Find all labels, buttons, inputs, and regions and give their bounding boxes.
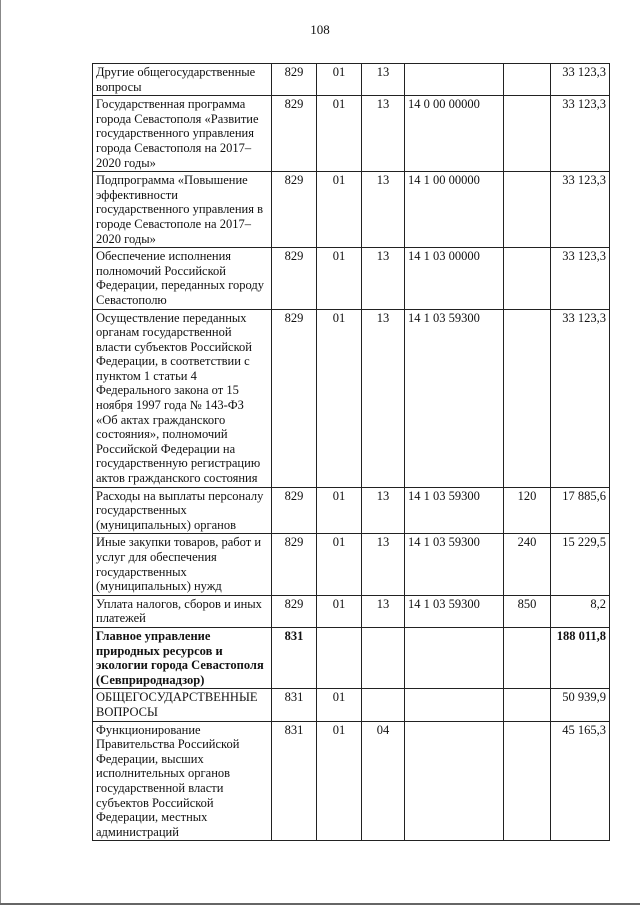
table-row bbox=[93, 627, 610, 688]
row-grbs-code-cell: 829 bbox=[272, 595, 317, 627]
row-subsection-code-cell: 13 bbox=[362, 309, 405, 487]
table-row bbox=[93, 96, 610, 172]
row-section-code-cell: 01 bbox=[317, 172, 362, 248]
row-amount-cell: 33 123,3 bbox=[551, 309, 610, 487]
row-section-code-cell: 01 bbox=[317, 689, 362, 721]
row-name-cell: ОБЩЕГОСУДАРСТВЕННЫЕ ВОПРОСЫ bbox=[93, 689, 272, 721]
row-target-article-cell: 14 1 03 59300 bbox=[405, 487, 504, 534]
row-target-article-cell: 14 1 03 59300 bbox=[405, 595, 504, 627]
row-subsection-code-cell: 13 bbox=[362, 172, 405, 248]
row-amount-cell: 15 229,5 bbox=[551, 534, 610, 595]
row-target-article-cell bbox=[405, 627, 504, 688]
row-expense-type-cell: 240 bbox=[504, 534, 551, 595]
row-section-code-cell: 01 bbox=[317, 64, 362, 96]
row-target-article-cell: 14 1 03 59300 bbox=[405, 309, 504, 487]
row-name-cell: Другие общегосударственные вопросы bbox=[93, 64, 272, 96]
row-section-code-cell: 01 bbox=[317, 534, 362, 595]
row-grbs-code-cell: 831 bbox=[272, 721, 317, 841]
row-section-code-cell: 01 bbox=[317, 487, 362, 534]
row-section-code-cell bbox=[317, 627, 362, 688]
row-section-code-cell: 01 bbox=[317, 96, 362, 172]
row-expense-type-cell: 120 bbox=[504, 487, 551, 534]
table-row bbox=[93, 689, 610, 721]
row-expense-type-cell bbox=[504, 64, 551, 96]
table-row bbox=[93, 595, 610, 627]
table-row bbox=[93, 172, 610, 248]
row-name-cell: Функционирование Правительства Российской Федерации, высших исполнительных органов государственной власти субъектов Российской Федерации, местных администраций bbox=[93, 721, 272, 841]
row-name-cell: Главное управление природных ресурсов и экологии города Севастополя (Севприроднадзор) bbox=[93, 627, 272, 688]
row-subsection-code-cell: 13 bbox=[362, 595, 405, 627]
row-subsection-code-cell bbox=[362, 627, 405, 688]
row-target-article-cell: 14 1 03 59300 bbox=[405, 534, 504, 595]
row-target-article-cell: 14 1 00 00000 bbox=[405, 172, 504, 248]
row-amount-cell: 33 123,3 bbox=[551, 172, 610, 248]
table-row bbox=[93, 248, 610, 309]
row-amount-cell: 45 165,3 bbox=[551, 721, 610, 841]
row-name-cell: Государственная программа города Севастополя «Развитие государственного управления города Севастополя на 2017–2020 годы» bbox=[93, 96, 272, 172]
row-grbs-code-cell: 831 bbox=[272, 689, 317, 721]
row-amount-cell: 188 011,8 bbox=[551, 627, 610, 688]
row-expense-type-cell bbox=[504, 627, 551, 688]
row-expense-type-cell bbox=[504, 96, 551, 172]
row-expense-type-cell bbox=[504, 172, 551, 248]
page-number: 108 bbox=[310, 22, 330, 37]
row-subsection-code-cell: 13 bbox=[362, 64, 405, 96]
row-grbs-code-cell: 829 bbox=[272, 309, 317, 487]
row-amount-cell: 33 123,3 bbox=[551, 96, 610, 172]
row-section-code-cell: 01 bbox=[317, 309, 362, 487]
scan-edge-left bbox=[0, 0, 1, 905]
row-grbs-code-cell: 829 bbox=[272, 248, 317, 309]
row-expense-type-cell bbox=[504, 721, 551, 841]
row-name-cell: Расходы на выплаты персоналу государственных (муниципальных) органов bbox=[93, 487, 272, 534]
row-grbs-code-cell: 829 bbox=[272, 487, 317, 534]
row-section-code-cell: 01 bbox=[317, 721, 362, 841]
row-name-cell: Уплата налогов, сборов и иных платежей bbox=[93, 595, 272, 627]
row-section-code-cell: 01 bbox=[317, 595, 362, 627]
row-target-article-cell bbox=[405, 721, 504, 841]
row-amount-cell: 8,2 bbox=[551, 595, 610, 627]
row-expense-type-cell: 850 bbox=[504, 595, 551, 627]
row-expense-type-cell bbox=[504, 248, 551, 309]
row-target-article-cell bbox=[405, 64, 504, 96]
row-subsection-code-cell: 13 bbox=[362, 96, 405, 172]
row-target-article-cell bbox=[405, 689, 504, 721]
table-row bbox=[93, 721, 610, 841]
row-section-code-cell: 01 bbox=[317, 248, 362, 309]
row-name-cell: Подпрограмма «Повышение эффективности государственного управления в городе Севастополе на 2017–2020 годы» bbox=[93, 172, 272, 248]
row-expense-type-cell bbox=[504, 689, 551, 721]
row-name-cell: Иные закупки товаров, работ и услуг для обеспечения государственных (муниципальных) нужд bbox=[93, 534, 272, 595]
table-row bbox=[93, 534, 610, 595]
row-expense-type-cell bbox=[504, 309, 551, 487]
table-row bbox=[93, 64, 610, 96]
row-name-cell: Обеспечение исполнения полномочий Российской Федерации, переданных городу Севастополю bbox=[93, 248, 272, 309]
row-amount-cell: 17 885,6 bbox=[551, 487, 610, 534]
row-grbs-code-cell: 829 bbox=[272, 534, 317, 595]
row-amount-cell: 50 939,9 bbox=[551, 689, 610, 721]
row-target-article-cell: 14 1 03 00000 bbox=[405, 248, 504, 309]
budget-table bbox=[92, 63, 610, 841]
row-subsection-code-cell: 13 bbox=[362, 248, 405, 309]
row-amount-cell: 33 123,3 bbox=[551, 64, 610, 96]
row-grbs-code-cell: 829 bbox=[272, 96, 317, 172]
table-row bbox=[93, 487, 610, 534]
row-subsection-code-cell: 04 bbox=[362, 721, 405, 841]
row-subsection-code-cell bbox=[362, 689, 405, 721]
row-grbs-code-cell: 829 bbox=[272, 64, 317, 96]
row-grbs-code-cell: 831 bbox=[272, 627, 317, 688]
row-amount-cell: 33 123,3 bbox=[551, 248, 610, 309]
row-target-article-cell: 14 0 00 00000 bbox=[405, 96, 504, 172]
row-name-cell: Осуществление переданных органам государственной власти субъектов Российской Федерации, в соответствии с пунктом 1 статьи 4 Федерального закона от 15 ноября 1997 года № 143-ФЗ «Об актах гражданского состояния», полномочий Российской Федерации на государственную регистрацию актов гражданского состояния bbox=[93, 309, 272, 487]
table-row bbox=[93, 309, 610, 487]
row-subsection-code-cell: 13 bbox=[362, 534, 405, 595]
row-grbs-code-cell: 829 bbox=[272, 172, 317, 248]
row-subsection-code-cell: 13 bbox=[362, 487, 405, 534]
